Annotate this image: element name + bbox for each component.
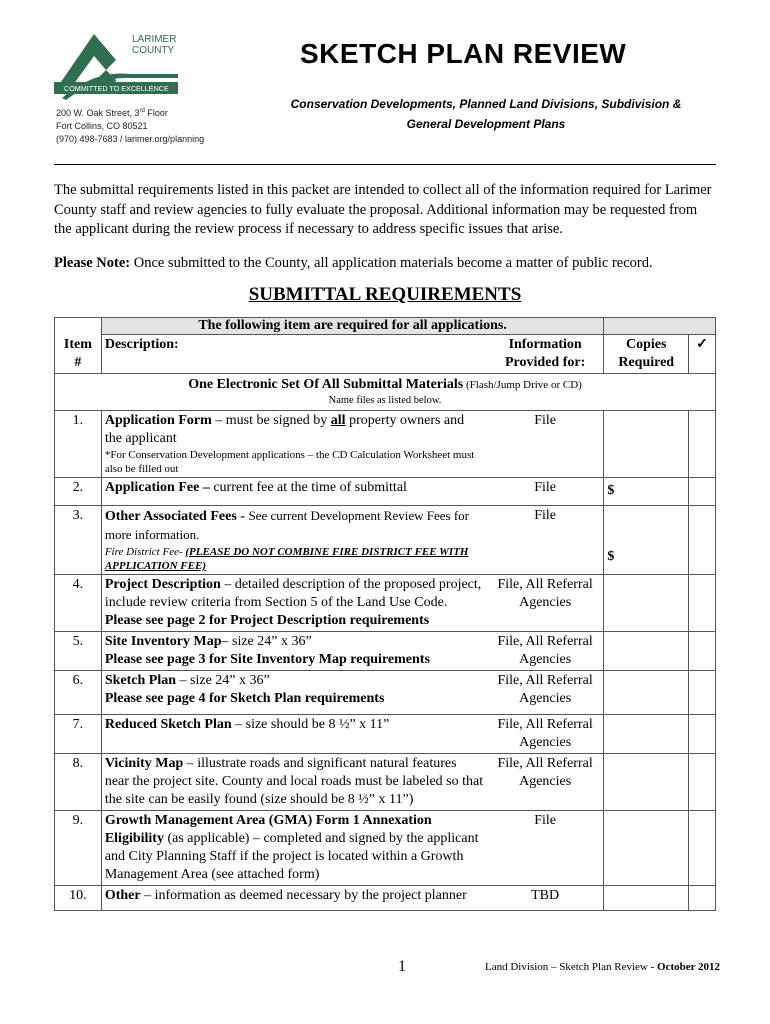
- public-record-note: Please Note: Once submitted to the County, all application materials become a matter of public record.: [54, 255, 653, 271]
- section-title: SUBMITTAL REQUIREMENTS: [248, 284, 522, 305]
- page-subtitle: Conservation Developments, Planned Land Divisions, Subdivision & General Development Plans: [290, 97, 682, 131]
- logo-text-1: LARIMER: [132, 34, 177, 45]
- table-row: 9. Growth Management Area (GMA) Form 1 Annexation Eligibility (as applicable) – completed and signed by the applicant and City Planning Staff if the project is located within a Growth Management Area (see attached form) File: [55, 811, 716, 886]
- check-icon: ✓: [689, 335, 716, 374]
- table-row: 8. Vicinity Map – illustrate roads and significant natural features near the project site. County and local roads must be labeled so that the site can be easily found (size should be 8 ½” x 11”) File, All Referral Agencies: [55, 754, 716, 811]
- submittal-requirements-table: [54, 317, 716, 911]
- page-title: SKETCH PLAN REVIEW: [300, 38, 627, 69]
- footer-text: Land Division – Sketch Plan Review - October 2012: [485, 961, 721, 973]
- table-row: 6. Sketch Plan – size 24” x 36” Please see page 4 for Sketch Plan requirements File, All Referral Agencies: [55, 671, 716, 715]
- table-header-row: Item # Description: Information Provided for: Copies Required ✓: [55, 335, 716, 374]
- table-row: 7. Reduced Sketch Plan – size should be 8 ½” x 11” File, All Referral Agencies: [55, 715, 716, 754]
- larimer-county-logo: [54, 30, 184, 110]
- intro-paragraph: The submittal requirements listed in this packet are intended to collect all of the information required for Larimer County staff and review agencies to fully evaluate the proposal. Additional information may be requested from the applicant during the review process if necessary to address specific issues that arise.: [54, 182, 712, 237]
- page-number: 1: [398, 958, 406, 975]
- header-divider: [54, 164, 716, 165]
- logo-tagline: COMMITTED TO EXCELLENCE: [64, 84, 169, 93]
- table-row: 4. Project Description – detailed description of the proposed project, include review criteria from Section 5 of the Land Use Code. Please see page 2 for Project Description requirements File, All Referral Agencies: [55, 575, 716, 632]
- table-row: 3. Other Associated Fees - See current Development Review Fees for more information. Fire District Fee- (PLEASE DO NOT COMBINE FIRE DISTRICT FEE WITH APPLICATION FEE) File $: [55, 506, 716, 575]
- county-address: 200 W. Oak Street, 3rd Floor Fort Collins, CO 80521 (970) 498-7683 / larimer.org/planning: [56, 108, 205, 144]
- group-row: One Electronic Set Of All Submittal Materials (Flash/Jump Drive or CD) Name files as listed below.: [55, 374, 716, 411]
- table-row: 1. Application Form – must be signed by all property owners and the applicant *For Conservation Development applications – the CD Calculation Worksheet must also be filled out File: [55, 411, 716, 478]
- table-row: 10. Other – information as deemed necessary by the project planner TBD: [55, 886, 716, 911]
- table-banner: The following item are required for all applications.: [101, 318, 604, 335]
- table-row: 5. Site Inventory Map– size 24” x 36” Please see page 3 for Site Inventory Map requirements File, All Referral Agencies: [55, 632, 716, 671]
- table-row: 2. Application Fee – current fee at the time of submittal File $: [55, 478, 716, 506]
- logo-text-2: COUNTY: [132, 45, 175, 56]
